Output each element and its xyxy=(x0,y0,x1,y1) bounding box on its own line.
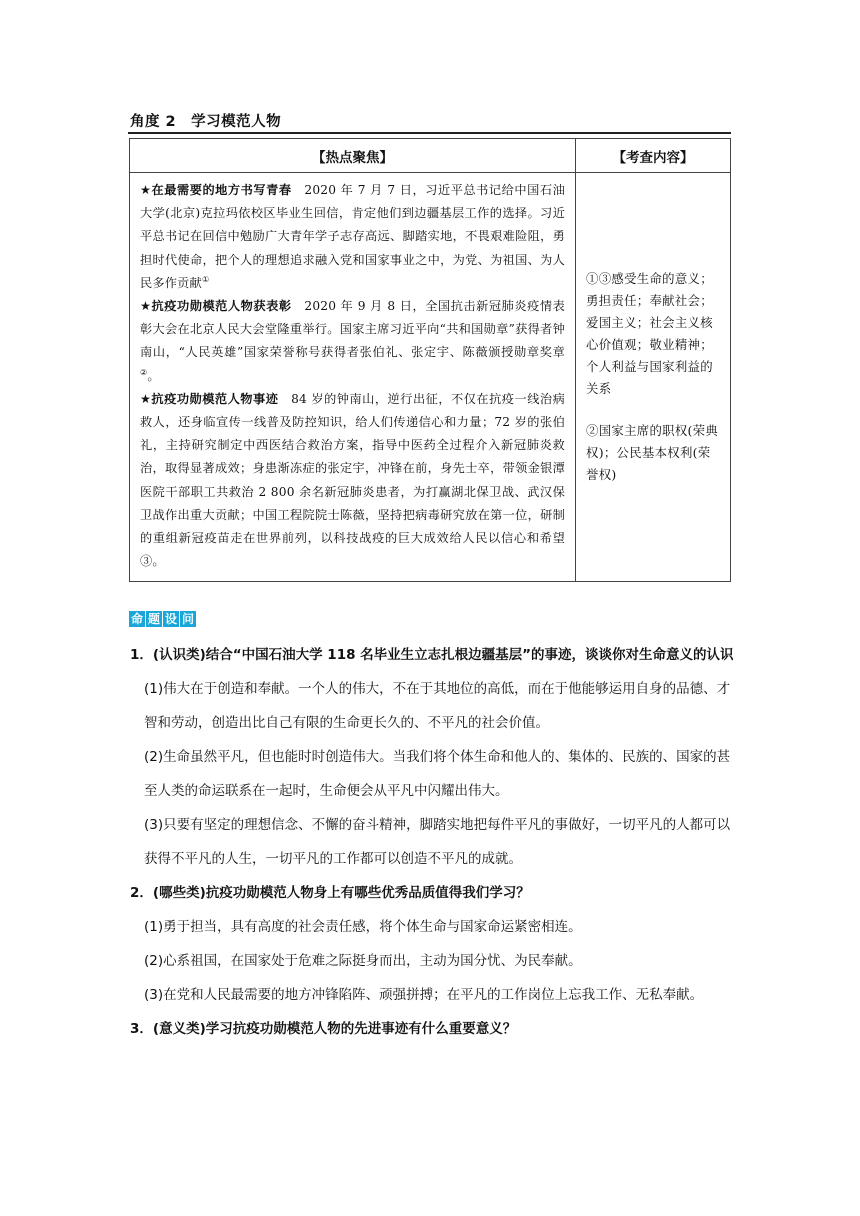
hotspot-cell xyxy=(130,173,576,582)
hotspot-item-text: 84 岁的钟南山，逆行出征，不仅在抗疫一线治病救人，还身临宣传一线普及防控知识，给人们传递信心和力量；72 岁的张伯礼，主持研究制定中西医结合救治方案，指导中医药全过程介入新冠肺炎救治，取得显著成效；身患渐冻症的张定宇，冲锋在前，身先士卒，带领金银潭医院干部职工共救治 2 800 余名新冠肺炎患者，为打赢湖北保卫战、武汉保卫战作出重大贡献；中国工程院院士陈薇，坚持把病毒研究放在第一位，研制的重组新冠疫苗走在世界前列，以科技战疫的巨大成效给人民以信心和希望③。 xyxy=(140,391,565,569)
question-3: 3．(意义类)学习抗疫功勋模范人物的先进事迹有什么重要意义？ xyxy=(130,1021,517,1037)
footnote-marker: ① xyxy=(201,274,210,284)
answer-item: (1)勇于担当，具有高度的社会责任感，将个体生命与国家命运紧密相连。 xyxy=(144,919,582,935)
badge-char: 题 xyxy=(147,612,160,626)
hotspot-item-text: 2020 年 7 月 7 日，习近平总书记给中国石油大学(北京)克拉玛依校区毕业生回信，肯定他们到边疆基层工作的选择。习近平总书记在回信中勉励广大青年学子志存高远、脚踏实地，不畏艰难险阻，勇担时代使命，把个人的理想追求融入党和国家事业之中，为党、为祖国、为人民多作贡献 xyxy=(140,183,566,290)
answer-item: (2)心系祖国，在国家处于危难之际挺身而出，主动为国分忧、为民奉献。 xyxy=(144,953,582,969)
question-2: 2．(哪些类)抗疫功勋模范人物身上有哪些优秀品质值得我们学习？ xyxy=(130,885,530,901)
badge-char: 问 xyxy=(181,612,194,626)
answer-item: (3)只要有坚定的理想信念、不懈的奋斗精神，脚踏实地把每件平凡的事做好，一切平凡的人都可以获得不平凡的人生，一切平凡的工作都可以创造不平凡的成就。 xyxy=(144,817,731,867)
exam-content-1: ①③感受生命的意义；勇担责任；奉献社会；爱国主义；社会主义核心价值观；敬业精神；个人利益与国家利益的关系 xyxy=(586,271,713,396)
table-header-content: 【考查内容】 xyxy=(576,139,731,173)
answer-item: (2)生命虽然平凡，但也能时时创造伟大。当我们将个体生命和他人的、集体的、民族的、国家的甚至人类的命运联系在一起时，生命便会从平凡中闪耀出伟大。 xyxy=(144,749,731,799)
answer-item: (3)在党和人民最需要的地方冲锋陷阵、顽强拼搏；在平凡的工作岗位上忘我工作、无私奉献。 xyxy=(144,987,704,1003)
hotspot-item-title: ★抗疫功勋模范人物获表彰 xyxy=(140,299,292,314)
hotspot-item-text: 2020 年 9 月 8 日，全国抗击新冠肺炎疫情表彰大会在北京人民大会堂隆重举行。国家主席习近平向“共和国勋章”获得者钟南山，“人民英雄”国家荣誉称号获得者张伯礼、张定宇、陈薇颁授勋章奖章 xyxy=(140,299,566,360)
badge-char: 命 xyxy=(130,612,143,626)
hotspot-item xyxy=(140,295,565,388)
exam-content-2: ②国家主席的职权(荣典权)；公民基本权利(荣誉权) xyxy=(586,423,719,482)
footnote-marker: ② xyxy=(140,367,148,377)
hotspot-item xyxy=(140,179,565,295)
exam-content-cell xyxy=(576,173,731,582)
table-header-focus: 【热点聚焦】 xyxy=(130,139,576,173)
sentence-end: 。 xyxy=(147,368,160,383)
answer-item: (1)伟大在于创造和奉献。一个人的伟大，不在于其地位的高低，而在于他能够运用自身的品德、才智和劳动，创造出比自己有限的生命更长久的、不平凡的社会价值。 xyxy=(144,681,731,731)
heading-rule xyxy=(128,132,731,134)
question-badge xyxy=(129,611,196,627)
question-1: 1．(认识类)结合“中国石油大学 118 名毕业生立志扎根边疆基层”的事迹，谈谈你对生命意义的认识 xyxy=(130,647,734,663)
hotspot-item-title: ★抗疫功勋模范人物事迹 xyxy=(140,391,279,406)
hotspot-item xyxy=(140,388,565,574)
section-heading: 角度 2 学习模范人物 xyxy=(130,114,282,130)
hotspot-item-title: ★在最需要的地方书写青春 xyxy=(140,183,292,197)
questions-section xyxy=(130,638,735,1046)
hotspot-table xyxy=(129,138,731,582)
badge-char: 设 xyxy=(164,612,177,626)
